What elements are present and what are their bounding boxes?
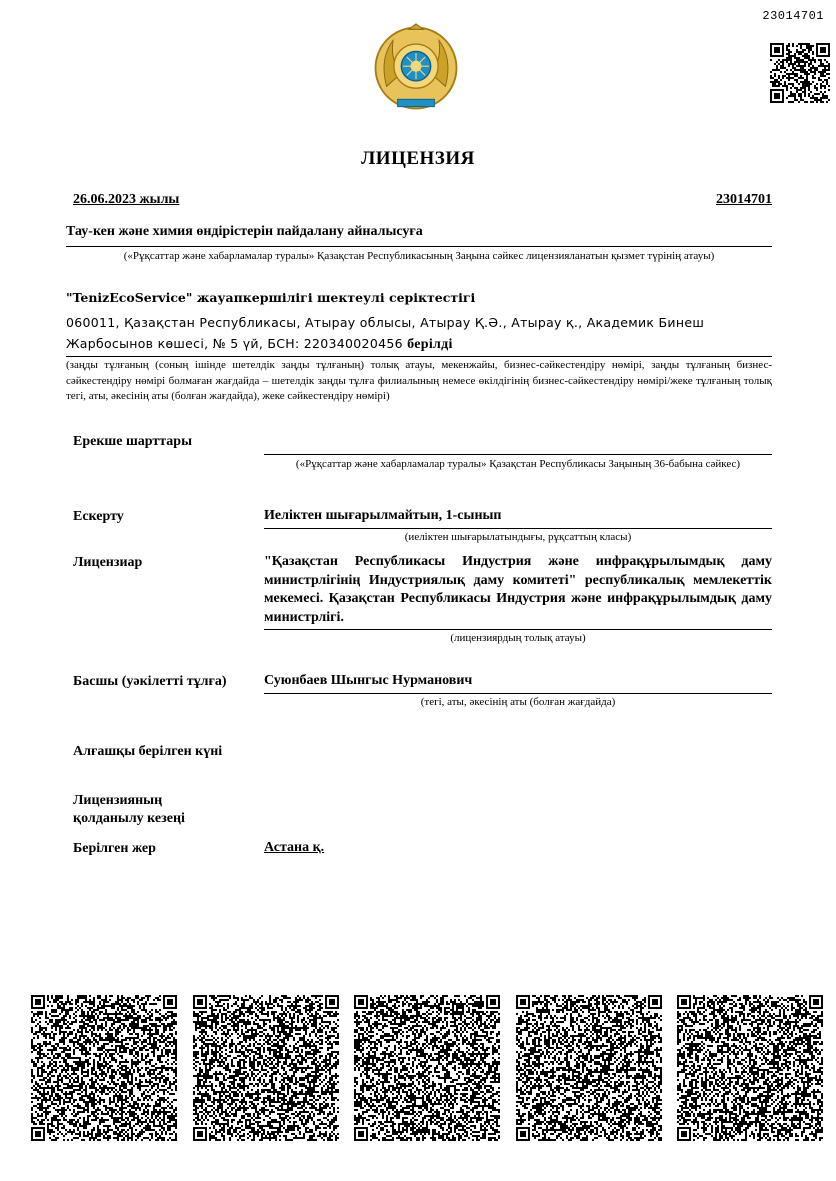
activity-caption: («Рұқсаттар және хабарламалар туралы» Қазақстан Республикасының Заңына сәйкес лицензияланатын қызмет түрінің атауы) <box>123 250 715 262</box>
qr-code-icon <box>31 995 177 1141</box>
document-number-top: 23014701 <box>762 9 824 23</box>
head-value: Суюнбаев Шынгыс Нурманович <box>264 673 473 688</box>
licensee-address <box>66 312 771 355</box>
note-value: Иеліктен шығарылмайтын, 1-сынып <box>264 508 502 523</box>
note-caption: (иеліктен шығарылатындығы, рұқсаттың класы) <box>404 531 632 543</box>
validity-label <box>73 792 185 828</box>
registration-number: 23014701 <box>716 192 772 207</box>
licensee-underline <box>66 356 772 357</box>
address-line-1: 060011, Қазақстан Республикасы, Атырау облысы, Атырау Қ.Ә., Атырау қ., Академик Бинеш <box>66 315 705 330</box>
licensee-legal-note: (заңды тұлғаның (соның ішінде шетелдік заңды тұлғаның) толық атауы, мекенжайы, бизнес-сәйкестендіру нөмірі, заңды тұлғаның бизнес-сәйкестендіру нөмірі болмаған жағдайда – шетелдік заңды тұлға филиалының немесе өкілдігінің бизнес-сәйкестендіру нөмірі/жеке тұлғаның толық тегі, аты, әкесінің аты (болған жағдайда), жеке сәйкестендіру нөмірі) <box>66 359 772 402</box>
licensor-value: "Қазақстан Республикасы Индустрия және инфрақұрылымдық даму министрлігінің Индустриялық даму комитеті" республикалық мемлекеттік мекемесі. Қазақстан Республикасы Индустрия және инфрақұрылымдық даму министрлігі. <box>264 554 772 625</box>
licensor-label: Лицензиар <box>73 555 143 570</box>
licensed-activity: Тау-кен және химия өндірістерін пайдалану айналысуға <box>66 224 423 239</box>
validity-label-line-2: қолданылу кезеңі <box>73 811 185 826</box>
licensor-caption: (лицензиярдың толық атауы) <box>450 632 586 644</box>
head-label: Басшы (уәкілетті тұлға) <box>73 674 227 689</box>
address-line-2 <box>66 333 771 355</box>
document-title: ЛИЦЕНЗИЯ <box>361 148 475 169</box>
issued-word: берілді <box>407 337 453 352</box>
place-label: Берілген жер <box>73 841 156 856</box>
note-underline <box>264 528 772 529</box>
qr-code-icon <box>770 43 830 103</box>
head-caption: (тегі, аты, әкесінің аты (болған жағдайда) <box>420 696 616 708</box>
qr-code-icon <box>193 995 339 1141</box>
qr-code-icon <box>677 995 823 1141</box>
special-conditions-underline <box>264 454 772 455</box>
licensor-underline <box>264 629 772 630</box>
qr-code-icon <box>354 995 500 1141</box>
first-issue-label: Алғашқы берілген күні <box>73 744 223 759</box>
note-label: Ескерту <box>73 509 124 524</box>
issue-date: 26.06.2023 жылы <box>73 192 180 207</box>
validity-label-line-1: Лицензияның <box>73 793 163 808</box>
qr-code-icon <box>516 995 662 1141</box>
place-value: Астана қ. <box>264 840 325 855</box>
activity-underline <box>66 246 772 247</box>
special-conditions-label: Ерекше шарттары <box>73 434 192 449</box>
licensee-name: "TenizEcoService" жауапкершілігі шектеулі серіктестігі <box>66 290 476 305</box>
special-conditions-caption: («Рұқсаттар және хабарламалар туралы» Қазақстан Республикасы Заңының 36-бабына сәйкес) <box>295 458 741 470</box>
address-line-2-text: Жарбосынов көшесі, № 5 үй, БСН: 220340020456 <box>66 336 403 351</box>
head-underline <box>264 693 772 694</box>
state-emblem-icon <box>370 22 462 114</box>
